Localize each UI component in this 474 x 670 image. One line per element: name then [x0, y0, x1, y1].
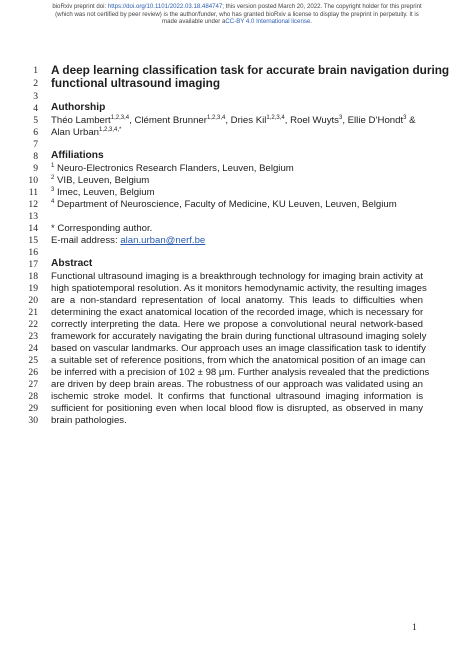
line-number: 23: [28, 331, 38, 342]
author-affiliation: 1,2,3,4: [110, 115, 130, 121]
email-line: E-mail address: alan.urban@nerf.be: [51, 235, 206, 246]
author-affiliation: 1,2,3,4: [266, 115, 285, 121]
header-line-2: (which was not certified by peer review) is the author/funder, who has granted bioRxiv a license to display the preprint in perpetuity. It is: [55, 10, 419, 18]
abstract-line: are driven by deep brain areas. The robustness of our approach was validated using an: [51, 379, 423, 390]
abstract-line: correctly interpreting the data. Here we propose a convolutional neural network-based: [51, 319, 423, 330]
line-number: 14: [28, 223, 38, 234]
author-list: Théo Lambert$^{1,2,3,4}$, Clément Brunner$^{1,2,3,4}$, Dries Kil$^{1,2,3,4}$, Roel Wuyts$^3$, Ellie D’Hondt$^3$ &: [51, 115, 416, 126]
page-number: 1: [412, 622, 417, 633]
abstract-line: ischemic stroke model. It confirms that functional ultrasound imaging information is: [51, 391, 423, 402]
author-affiliation: 3: [338, 115, 343, 121]
abstract-line: are a non-standard representation of local anatomy. This leads to difficulties when: [51, 295, 423, 306]
header-line-3: made available under aCC-BY 4.0 International license.: [162, 18, 312, 26]
line-number: 25: [28, 355, 38, 366]
abstract-line: brain pathologies.: [51, 415, 127, 426]
line-number: 17: [28, 259, 38, 270]
line-number: 16: [28, 247, 38, 258]
line-number: 24: [28, 343, 38, 354]
affiliation-item: $^1$ Neuro-Electronics Research Flanders, Leuven, Belgium: [51, 163, 294, 174]
line-number: 22: [28, 319, 38, 330]
line-number: 9: [33, 163, 38, 174]
author-name: Théo Lambert: [51, 115, 111, 126]
line-number: 8: [33, 151, 38, 162]
line-number: 21: [28, 307, 38, 318]
abstract-line: sufficient for positioning even when local blood flow is disrupted, as observed in many: [51, 403, 423, 414]
paper-title-line-2: functional ultrasound imaging: [51, 76, 221, 90]
line-number: 19: [28, 283, 38, 294]
author-name: Ellie D’Hondt: [347, 115, 404, 126]
abstract-line: framework for accurately navigating the brain during functional ultrasound imaging solely: [51, 331, 427, 342]
abstract-line: Functional ultrasound imaging is a breakthrough technology for imaging brain activity at: [51, 271, 423, 282]
line-number: 20: [28, 295, 38, 306]
preprint-header: [0, 3, 474, 26]
corresponding-author-note: * Corresponding author.: [51, 223, 153, 234]
author-list-line-2: [51, 127, 121, 138]
line-number: 12: [28, 199, 38, 210]
affiliation-item: $^4$ Department of Neuroscience, Faculty of Medicine, KU Leuven, Leuven, Belgium: [51, 199, 397, 210]
abstract-heading: Abstract: [51, 258, 93, 269]
line-number: 26: [28, 367, 38, 378]
line-number: 4: [33, 103, 38, 114]
line-number: 10: [28, 175, 38, 186]
line-number: 3: [33, 91, 38, 102]
author-name: Alan Urban: [51, 127, 99, 138]
line-number: 1: [33, 65, 38, 76]
paper-title-line-1: A deep learning classification task for accurate brain navigation during: [51, 63, 450, 77]
abstract-line: be inferred with a precision of 102 ± 98 µm. Further analysis revealed that the predictions: [51, 367, 430, 378]
line-number: 5: [33, 115, 38, 126]
line-number: 29: [28, 403, 38, 414]
line-number: 28: [28, 391, 38, 402]
affiliation-item: $^2$ VIB, Leuven, Belgium: [51, 175, 150, 186]
abstract-line: based on vascular landmarks. Our approach uses an image classification task to identify: [51, 343, 426, 354]
doi-link[interactable]: https://doi.org/10.1101/2022.03.18.484747: [107, 3, 223, 10]
abstract-line: a suitable set of reference positions, from which the anatomical position of an image can: [51, 355, 426, 366]
affiliation-item: $^3$ Imec, Leuven, Belgium: [51, 187, 155, 198]
author-affiliation: 1,2,3,4: [206, 115, 226, 121]
line-number: 13: [28, 211, 38, 222]
email-link[interactable]: alan.urban@nerf.be: [120, 235, 206, 246]
author-affiliation: 1,2,3,4,*: [99, 127, 122, 133]
authorship-heading: Authorship: [51, 102, 106, 113]
header-line-1: bioRxiv preprint doi: https://doi.org/10.1101/2022.03.18.484747; this version posted March 20, 2022. The copyright holder for this preprint: [52, 3, 422, 10]
abstract-line: high spatiotemporal resolution. As it monitors hemodynamic activity, the resulting images: [51, 283, 427, 294]
author-name: Clément Brunner: [134, 115, 207, 126]
line-number: 27: [28, 379, 38, 390]
license-link[interactable]: CC-BY 4.0 International license: [225, 18, 311, 26]
line-number: 2: [33, 78, 38, 89]
line-number: 6: [33, 127, 38, 138]
author-name: Dries Kil: [230, 115, 267, 126]
author-name: Roel Wuyts: [290, 115, 339, 126]
line-number: 18: [28, 271, 38, 282]
author-affiliation: 3: [403, 115, 407, 121]
line-number: 11: [28, 187, 38, 198]
affiliations-heading: Affiliations: [51, 150, 104, 161]
line-number: 7: [33, 139, 38, 150]
line-number: 15: [28, 235, 38, 246]
line-number: 30: [28, 415, 38, 426]
abstract-line: determining the exact anatomical location of the recorded image, which is necessary for: [51, 307, 424, 318]
